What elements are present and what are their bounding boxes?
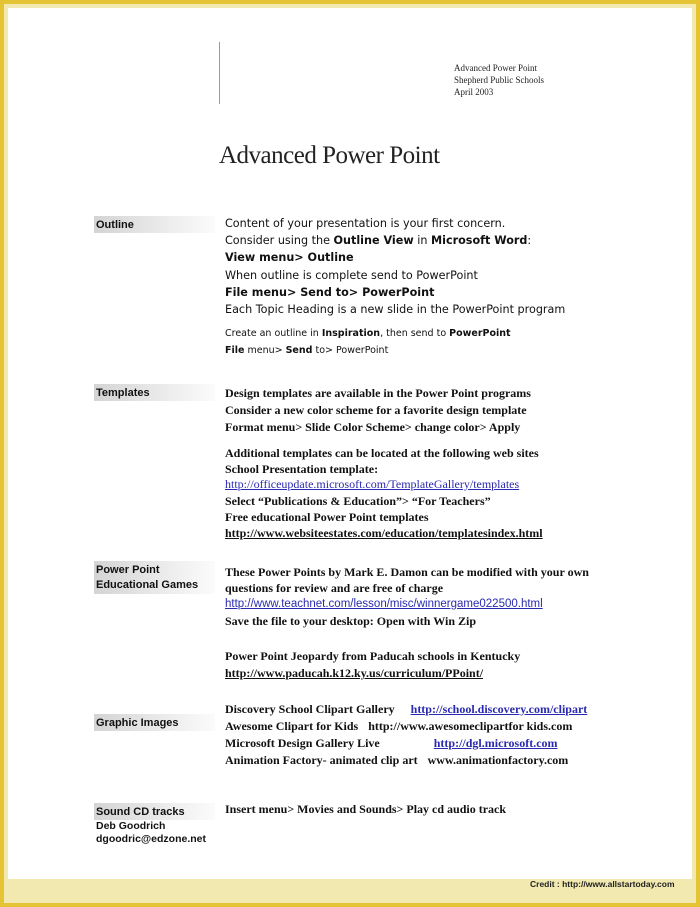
sound-content [225,801,595,818]
outline-line: File menu> Send to> PowerPoint [225,345,389,357]
outline-line: Consider using the Outline View in Microsoft Word: [225,234,532,248]
section-label-templates: Templates [94,384,215,401]
games-line: questions for review and are free of charge [225,581,444,595]
outline-line: Content of your presentation is your first concern. [225,217,506,230]
graphics-row: Animation Factory- animated clip art www.animationfactory.com [225,753,569,767]
header-line-2: Shepherd Public Schools [454,75,544,85]
graphics-content [225,701,595,769]
author-block [96,820,206,846]
header-line-3: April 2003 [454,87,494,97]
author-email: dgoodric@edzone.net [96,833,206,845]
header-divider [219,42,220,104]
outline-line: File menu> Send to> PowerPoint [225,285,435,299]
outline-line: When outline is complete send to PowerPoint [225,268,478,282]
author-name: Deb Goodrich [96,820,166,832]
outline-line: View menu> Outline [225,251,354,265]
games-line: Power Point Jeopardy from Paducah schools in Kentucky [225,649,521,663]
outline-line: Create an outline in Inspiration, then send to PowerPoint [225,328,511,340]
section-label-outline: Outline [94,216,215,233]
graphics-row: Awesome Clipart for Kids http://www.awesomeclipartfor kids.com [225,719,573,733]
section-label-graphics: Graphic Images [94,714,215,731]
outline-line: Each Topic Heading is a new slide in the PowerPoint program [225,303,566,317]
header-line-1: Advanced Power Point [454,63,537,73]
templates-line: Format menu> Slide Color Scheme> change color> Apply [225,420,521,434]
templates-line: Additional templates can be located at the following web sites [225,446,539,460]
header-note [454,62,544,98]
outline-content [225,215,595,360]
sound-line: Insert menu> Movies and Sounds> Play cd audio track [225,802,507,816]
graphics-row: Microsoft Design Gallery Live http://dgl.microsoft.com [225,736,558,750]
games-line: These Power Points by Mark E. Damon can be modified with your own [225,565,589,579]
paducah-link[interactable]: http://www.paducah.k12.ky.us/curriculum/PPoint/ [225,666,484,680]
templates-line: Select “Publications & Education”> “For Teachers” [225,494,491,508]
document-title: Advanced Power Point [219,142,440,169]
section-label-sound: Sound CD tracks [94,803,215,820]
templates-content [225,385,595,542]
templates-line: Consider a new color scheme for a favorite design template [225,403,527,417]
section-label-games: Power Point Educational Games [94,561,215,594]
template-gallery-link[interactable]: http://officeupdate.microsoft.com/TemplateGallery/templates [225,477,520,491]
games-content [225,564,595,682]
discovery-clipart-link[interactable]: http://school.discovery.com/clipart [410,702,588,716]
templates-line: School Presentation template: [225,462,379,476]
dgl-microsoft-link[interactable]: http://dgl.microsoft.com [433,736,558,750]
teachnet-link[interactable]: http://www.teachnet.com/lesson/misc/winnergame022500.html [225,598,543,610]
graphics-row: Discovery School Clipart Gallery http://school.discovery.com/clipart [225,702,588,716]
templates-line: Free educational Power Point templates [225,510,429,524]
credit-line: Credit : http://www.allstartoday.com [530,879,675,889]
templates-line: Design templates are available in the Power Point programs [225,386,531,400]
games-line: Save the file to your desktop: Open with Win Zip [225,614,477,628]
websiteestates-link[interactable]: http://www.websiteestates.com/education/templatesindex.html [225,526,543,540]
